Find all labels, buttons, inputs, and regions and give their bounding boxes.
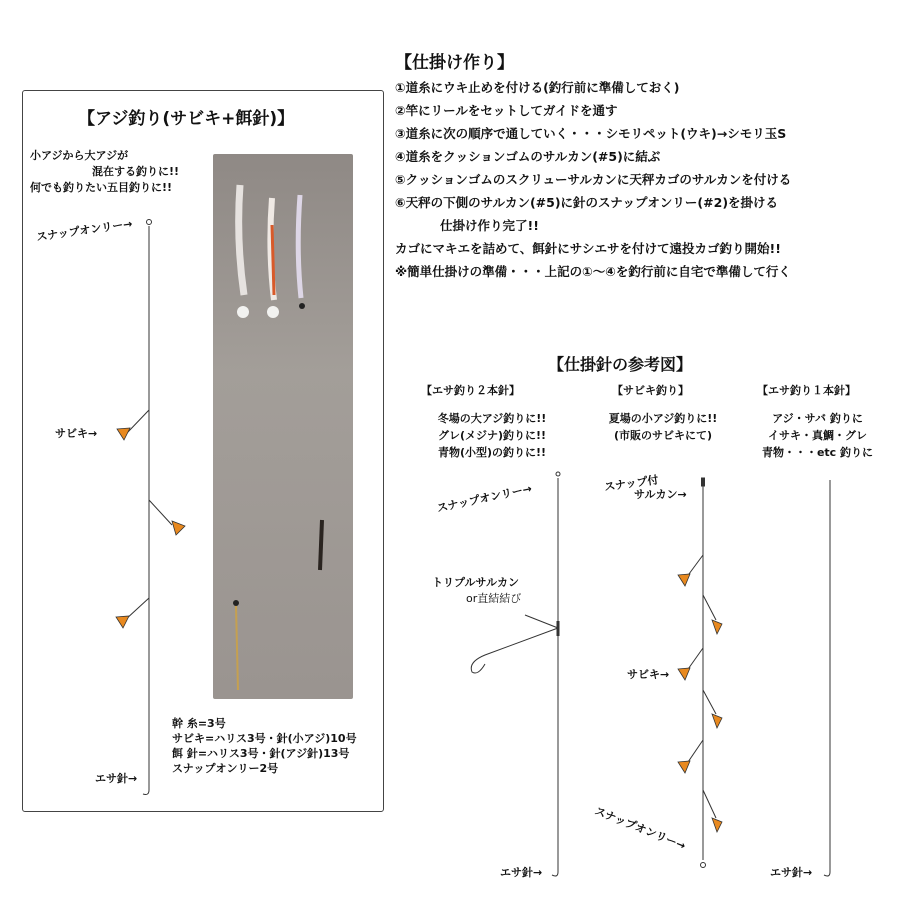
col3-rig [824,480,830,876]
col3-esa-label: エサ針→ [770,866,813,879]
step-5: ⑤クッションゴムのスクリューサルカンに天秤カゴのサルカンを付ける [395,172,792,187]
reference-title: 【仕掛針の参考図】 [548,355,693,374]
step-note: ※簡単仕掛けの準備・・・上記の①～④を釣行前に自宅で準備して行く [395,264,791,279]
col1-desc-3: 青物(小型)の釣りに!! [437,446,547,459]
col1-rig [471,472,560,876]
col1-snap-label: スナップオンリー→ [435,482,534,515]
step-1: ①道糸にウキ止めを付ける(釣行前に準備しておく) [395,80,680,95]
col2-heading: 【サビキ釣り】 [612,384,689,397]
step-3: ③道糸に次の順序で通していく・・・シモリペット(ウキ)→シモリ玉S [395,126,787,141]
col1-desc-1: 冬場の大アジ釣りに!! [437,412,547,425]
spec-line-3: 餌 針=ハリス3号・針(アジ針)13号 [172,747,350,760]
col2-snap-label-1: スナップ付 [603,473,660,494]
col2-snap-only-label: スナップオンリー→ [592,804,688,853]
left-desc-line-2: 混在する釣りに!! [92,165,180,178]
col1-esa-label: エサ針→ [500,866,543,879]
col3-desc-2: イサキ・真鯛・グレ [768,429,867,442]
step-2: ②竿にリールをセットしてガイドを通す [395,103,618,118]
step-complete: 仕掛け作り完了!! [440,218,539,233]
left-sabiki-label: サビキ→ [55,427,98,440]
left-desc-line-1: 小アジから大アジが [30,149,129,162]
photo-contents [233,185,322,690]
col1-triple-label-2: or直結結び [466,592,522,605]
left-rig [125,220,172,795]
step-4: ④道糸をクッションゴムのサルカン(#5)に結ぶ [395,149,661,164]
col3-desc-1: アジ・サバ 釣りに [772,412,863,425]
col2-rig [686,478,716,868]
col3-desc-3: 青物・・・etc 釣りに [761,446,874,459]
col1-desc-2: グレ(メジナ)釣りに!! [437,429,547,442]
left-sabiki-lures [116,428,185,628]
left-desc-line-3: 何でも釣りたい五目釣りに!! [30,181,173,194]
spec-line-1: 幹 糸=3号 [172,717,226,730]
left-panel-title: 【アジ釣り(サビキ+餌針)】 [78,109,295,129]
col1-triple-label: トリプルサルカン [432,576,520,589]
step-start: カゴにマキエを詰めて、餌針にサシエサを付けて遠投カゴ釣り開始!! [395,241,781,256]
spec-line-4: スナップオンリー2号 [172,762,279,775]
col2-snap-label-2: サルカン→ [634,488,687,501]
col2-desc-1: 夏場の小アジ釣りに!! [608,412,718,425]
col2-desc-2: (市販のサビキにて) [613,429,713,442]
col1-heading: 【エサ釣り２本針】 [421,384,520,397]
left-esa-label: エサ針→ [95,772,138,785]
left-snap-label: スナップオンリー→ [35,217,134,244]
spec-line-2: サビキ=ハリス3号・針(小アジ)10号 [172,732,357,745]
step-6: ⑥天秤の下側のサルカン(#5)に針のスナップオンリー(#2)を掛ける [395,195,779,210]
col2-sabiki-label: サビキ→ [627,668,670,681]
steps-title: 【仕掛け作り】 [395,53,514,73]
col3-heading: 【エサ釣り１本針】 [757,384,856,397]
col2-sabiki-lures [678,574,722,832]
